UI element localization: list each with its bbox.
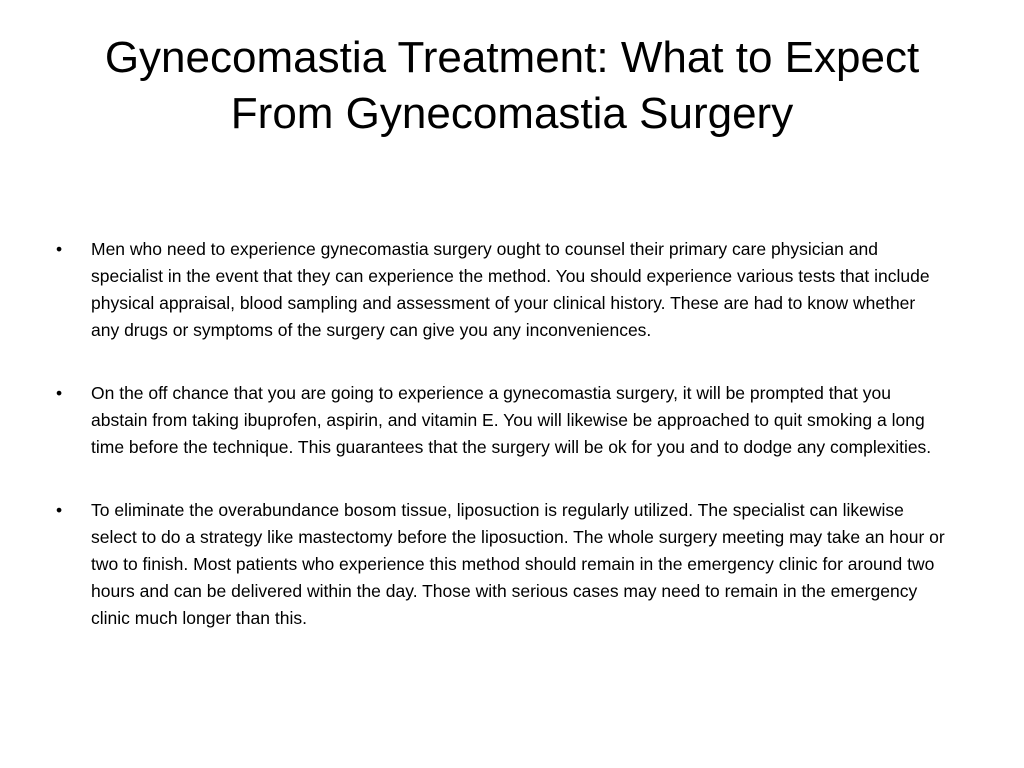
bullet-item <box>56 236 946 344</box>
bullet-item <box>56 497 946 632</box>
bullet-icon: • <box>56 500 63 520</box>
bullet-list <box>56 236 946 632</box>
bullet-icon: • <box>56 383 63 403</box>
bullet-text: On the off chance that you are going to experience a gynecomastia surgery, it will be prompted that you abstain from taking ibuprofen, aspirin, and vitamin E. You will likewise be approached to quit smoking a long time before the technique. This guarantees that the surgery will be ok for you and to dodge any complexities. <box>91 383 932 457</box>
bullet-icon: • <box>56 239 63 259</box>
bullet-item <box>56 380 946 461</box>
slide-title: Gynecomastia Treatment: What to Expect From Gynecomastia Surgery <box>104 33 920 138</box>
bullet-text: To eliminate the overabundance bosom tissue, liposuction is regularly utilized. The specialist can likewise select to do a strategy like mastectomy before the liposuction. The whole surgery meeting may take an hour or two to finish. Most patients who experience this method should remain in the emergency clinic for around two hours and can be delivered within the day. Those with serious cases may need to remain in the emergency clinic much longer than this. <box>91 500 945 628</box>
bullet-text: Men who need to experience gynecomastia surgery ought to counsel their primary care physician and specialist in the event that they can experience the method. You should experience various tests that include physical appraisal, blood sampling and assessment of your clinical history. These are had to know whether any drugs or symptoms of the surgery can give you any inconveniences. <box>91 239 930 340</box>
